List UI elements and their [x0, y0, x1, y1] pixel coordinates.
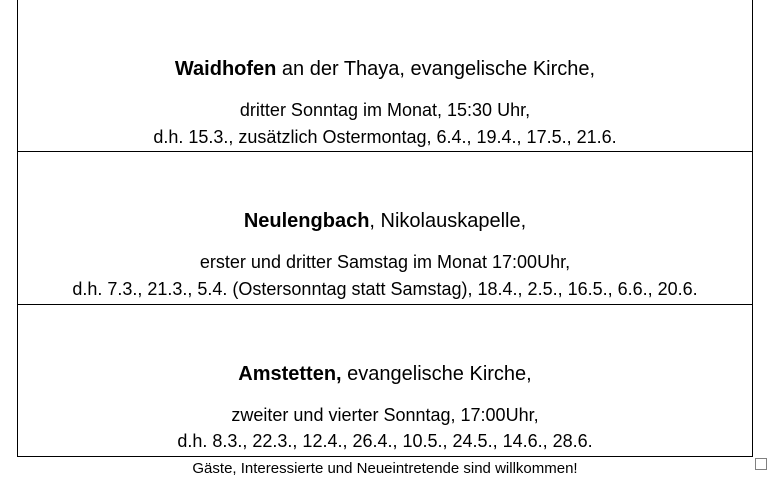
entry-location: an der Thaya, evangelische Kirche, [276, 58, 596, 80]
entry-location: , Nikolauskapelle, [369, 210, 527, 232]
entry-dates: d.h. 15.3., zusätzlich Ostermontag, 6.4., 19.4., 17.5., 21.6. [153, 127, 617, 147]
schedule-entry-waidhofen [18, 0, 752, 152]
schedule-entry-neulengbach [18, 152, 752, 305]
entry-heading [18, 57, 752, 81]
schedule-entry-amstetten [18, 305, 752, 456]
entry-place: Neulengbach [243, 210, 370, 232]
schedule-table [17, 0, 753, 457]
entry-schedule: erster und dritter Samstag im Monat 17:00Uhr, [199, 252, 571, 272]
entry-heading [18, 362, 752, 386]
entry-schedule: dritter Sonntag im Monat, 15:30 Uhr, [239, 100, 531, 120]
entry-dates: d.h. 7.3., 21.3., 5.4. (Ostersonntag statt Samstag), 18.4., 2.5., 16.5., 6.6., 20.6. [72, 279, 698, 299]
entry-location: evangelische Kirche, [341, 363, 532, 385]
footer-note: Gäste, Interessierte und Neueintretende sind willkommen! [192, 460, 578, 477]
table-resize-handle[interactable] [755, 458, 767, 470]
entry-place: Waidhofen [174, 58, 277, 80]
entry-heading [18, 209, 752, 233]
entry-place: Amstetten, [238, 363, 342, 385]
entry-dates: d.h. 8.3., 22.3., 12.4., 26.4., 10.5., 24.5., 14.6., 28.6. [177, 431, 593, 451]
entry-schedule: zweiter und vierter Sonntag, 17:00Uhr, [231, 405, 539, 425]
